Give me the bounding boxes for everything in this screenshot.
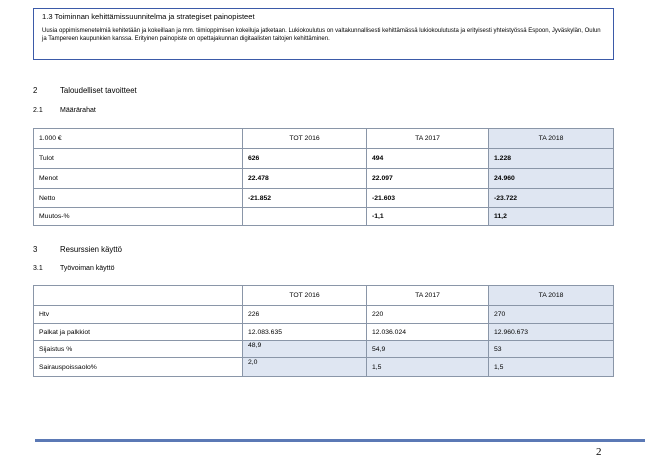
table-row — [34, 341, 614, 358]
table-header-cell: TA 2018 — [489, 129, 614, 149]
table-cell: 22.097 — [367, 169, 489, 189]
section-2-heading — [33, 86, 137, 95]
table-cell: 22.478 — [243, 169, 367, 189]
table-cell: -1,1 — [367, 208, 489, 226]
table-header-cell: TA 2017 — [367, 129, 489, 149]
table-row — [34, 358, 614, 377]
section-number: 2.1 — [33, 107, 43, 114]
table-header-cell — [34, 286, 243, 306]
table-cell: Tulot — [34, 149, 243, 169]
table-header-cell: 1.000 € — [34, 129, 243, 149]
table-cell: 270 — [489, 306, 614, 324]
section-number: 3 — [33, 245, 38, 254]
budget-table — [33, 128, 614, 226]
section-3-heading — [33, 245, 122, 254]
table-cell: 226 — [243, 306, 367, 324]
table-header-cell: TOT 2016 — [243, 286, 367, 306]
table-cell: Menot — [34, 169, 243, 189]
box-text: Uusia oppimismenetelmiä kehitetään ja kokeillaan ja mm. tiimioppimisen kokeiluja jatketaan. Lukiokoulutus on valtakunnallisesti kehittämässä lukiokoulutusta ja erityisesti yhteistyössä Espoon, Jyväskylän, Oulun ja Tampereen kaupunkien kanssa. Erityinen painopiste on opettajakunnan digitaalisten taitojen kehittäminen. — [42, 28, 601, 42]
table-cell: 24.960 — [489, 169, 614, 189]
strategy-box — [33, 8, 614, 60]
section-number: 2 — [33, 86, 38, 95]
section-title: Määrärahat — [60, 107, 96, 114]
workforce-table — [33, 285, 614, 377]
section-title: Työvoiman käyttö — [60, 265, 115, 272]
table-cell: 12.960.673 — [489, 324, 614, 341]
table-cell: Sijaistus % — [34, 341, 243, 358]
table-cell: 48,9 — [243, 341, 367, 358]
table-cell: -21.852 — [243, 189, 367, 208]
table-cell: 53 — [489, 341, 614, 358]
table-cell: 2,0 — [243, 358, 367, 377]
table-row — [34, 149, 614, 169]
table-cell: 1,5 — [489, 358, 614, 377]
table-row — [34, 306, 614, 324]
table-header-row — [34, 286, 614, 306]
table-cell: -23.722 — [489, 189, 614, 208]
table-cell: 1.228 — [489, 149, 614, 169]
table-row — [34, 169, 614, 189]
section-title: Taloudelliset tavoitteet — [60, 86, 137, 95]
table-cell: 12.083.635 — [243, 324, 367, 341]
section-2-1-heading — [33, 107, 96, 114]
table-cell: 626 — [243, 149, 367, 169]
box-title: 1.3 Toiminnan kehittämissuunnitelma ja strategiset painopisteet — [42, 12, 255, 21]
table-cell: Sairauspoissaolo% — [34, 358, 243, 377]
table-row — [34, 189, 614, 208]
table-cell: -21.603 — [367, 189, 489, 208]
section-title: Resurssien käyttö — [60, 245, 122, 254]
section-3-1-heading — [33, 265, 114, 272]
table-row — [34, 324, 614, 341]
table-header-cell: TA 2017 — [367, 286, 489, 306]
table-cell: 54,9 — [367, 341, 489, 358]
table-cell — [243, 208, 367, 226]
table-cell: Muutos-% — [34, 208, 243, 226]
table-row — [34, 208, 614, 226]
table-cell: 1,5 — [367, 358, 489, 377]
table-cell: Htv — [34, 306, 243, 324]
table-cell: Palkat ja palkkiot — [34, 324, 243, 341]
page-number: 2 — [596, 446, 602, 458]
table-header-row — [34, 129, 614, 149]
table-cell: 494 — [367, 149, 489, 169]
footer-divider — [35, 439, 645, 442]
table-cell: 11,2 — [489, 208, 614, 226]
section-number: 3.1 — [33, 265, 43, 272]
table-header-cell: TA 2018 — [489, 286, 614, 306]
table-cell: Netto — [34, 189, 243, 208]
table-cell: 12.036.024 — [367, 324, 489, 341]
table-cell: 220 — [367, 306, 489, 324]
table-header-cell: TOT 2016 — [243, 129, 367, 149]
